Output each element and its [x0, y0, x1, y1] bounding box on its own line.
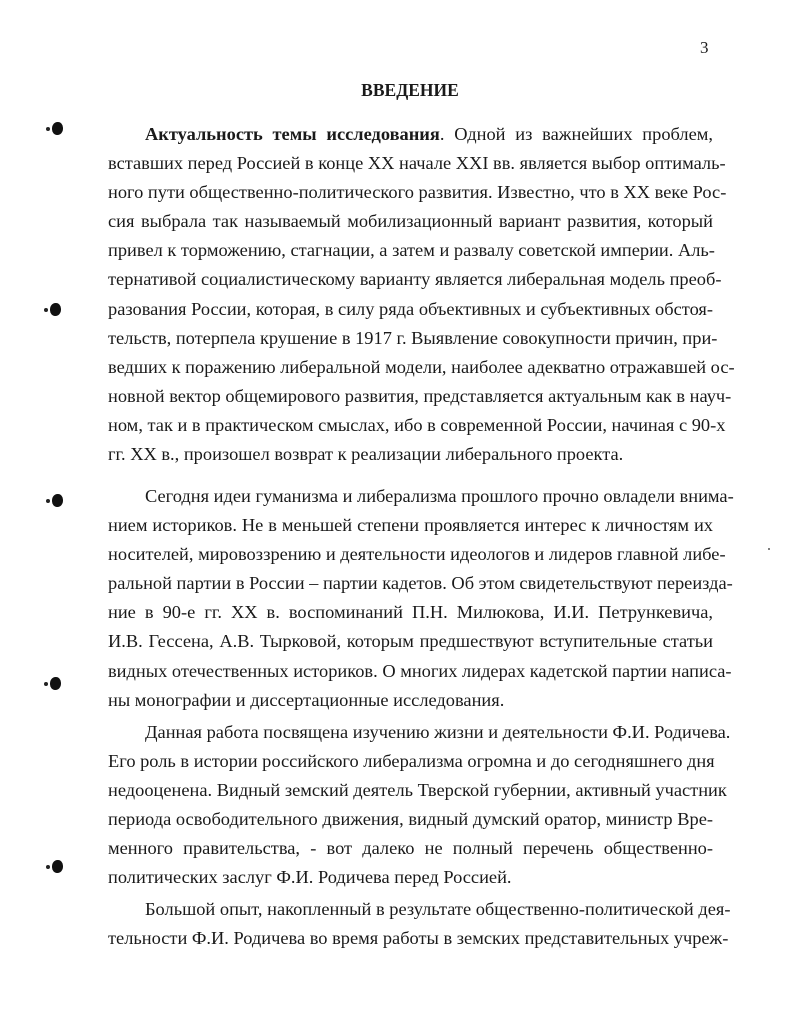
text-line: нием историков. Не в меньшей степени проявляется интерес к личностям их: [108, 515, 713, 535]
binder-hole-3: [52, 494, 63, 507]
text-line: ние в 90-е гг. XX в. воспоминаний П.Н. Милюкова, И.И. Петрункевича,: [108, 602, 713, 622]
text-line: менного правительства, - вот далеко не полный перечень общественно-: [108, 838, 713, 858]
text-line: тельности Ф.И. Родичева во время работы в земских представительных учреж-: [108, 928, 729, 948]
text-line: [145, 122, 713, 146]
section-heading: ВВЕДЕНИЕ: [361, 80, 459, 100]
text-line: тернативой социалистическому варианту является либеральная модель преоб-: [108, 269, 722, 289]
text-line: ведших к поражению либеральной модели, наиболее адекватно отражавшей ос-: [108, 357, 735, 377]
text-line: разования России, которая, в силу ряда объективных и субъективных обстоя-: [108, 299, 713, 319]
text-line: Сегодня идеи гуманизма и либерализма прошлого прочно овладели внима-: [145, 486, 734, 506]
text-line: ны монографии и диссертационные исследования.: [108, 690, 505, 710]
text-line: Большой опыт, накопленный в результате общественно-политической дея-: [145, 899, 731, 919]
binder-hole-4: [50, 677, 61, 690]
text-line: Его роль в истории российского либерализма огромна и до сегодняшнего дня: [108, 751, 715, 771]
text-line: носителей, мировоззрению и деятельности идеологов и лидеров главной либе-: [108, 544, 726, 564]
text-line: И.В. Гессена, А.В. Тырковой, которым предшествуют вступительные статьи: [108, 631, 713, 651]
text-line: гг. XX в., произошел возврат к реализации либерального проекта.: [108, 444, 624, 464]
text-line: периода освободительного движения, видный думский оратор, министр Вре-: [108, 809, 713, 829]
binder-hole-1: [52, 122, 63, 135]
text-line: видных отечественных историков. О многих лидерах кадетской партии написа-: [108, 661, 732, 681]
line-text: . Одной из важнейших проблем,: [439, 124, 713, 144]
text-line: ного пути общественно-политического развития. Известно, что в XX веке Рос-: [108, 182, 727, 202]
binder-hole-5: [52, 860, 63, 873]
text-line: привел к торможению, стагнации, а затем и развалу советской империи. Аль-: [108, 240, 715, 260]
text-line: Данная работа посвящена изучению жизни и деятельности Ф.И. Родичева.: [145, 722, 731, 742]
text-line: ном, так и в практическом смыслах, ибо в современной России, начиная с 90-х: [108, 415, 726, 435]
scan-speck: [768, 548, 770, 550]
page-number: 3: [700, 38, 709, 57]
text-line: политических заслуг Ф.И. Родичева перед Россией.: [108, 867, 512, 887]
text-line: вставших перед Россией в конце XX начале XXI вв. является выбор оптималь-: [108, 153, 726, 173]
text-line: новной вектор общемирового развития, представляется актуальным как в науч-: [108, 386, 732, 406]
text-line: ральной партии в России – партии кадетов. Об этом свидетельствуют переизда-: [108, 573, 733, 593]
bold-lead: Актуальность темы исследования: [145, 124, 440, 144]
text-line: недооценена. Видный земский деятель Тверской губернии, активный участник: [108, 780, 727, 800]
binder-hole-2: [50, 303, 61, 316]
text-line: сия выбрала так называемый мобилизационный вариант развития, который: [108, 211, 713, 231]
text-line: тельств, потерпела крушение в 1917 г. Выявление совокупности причин, при-: [108, 328, 718, 348]
